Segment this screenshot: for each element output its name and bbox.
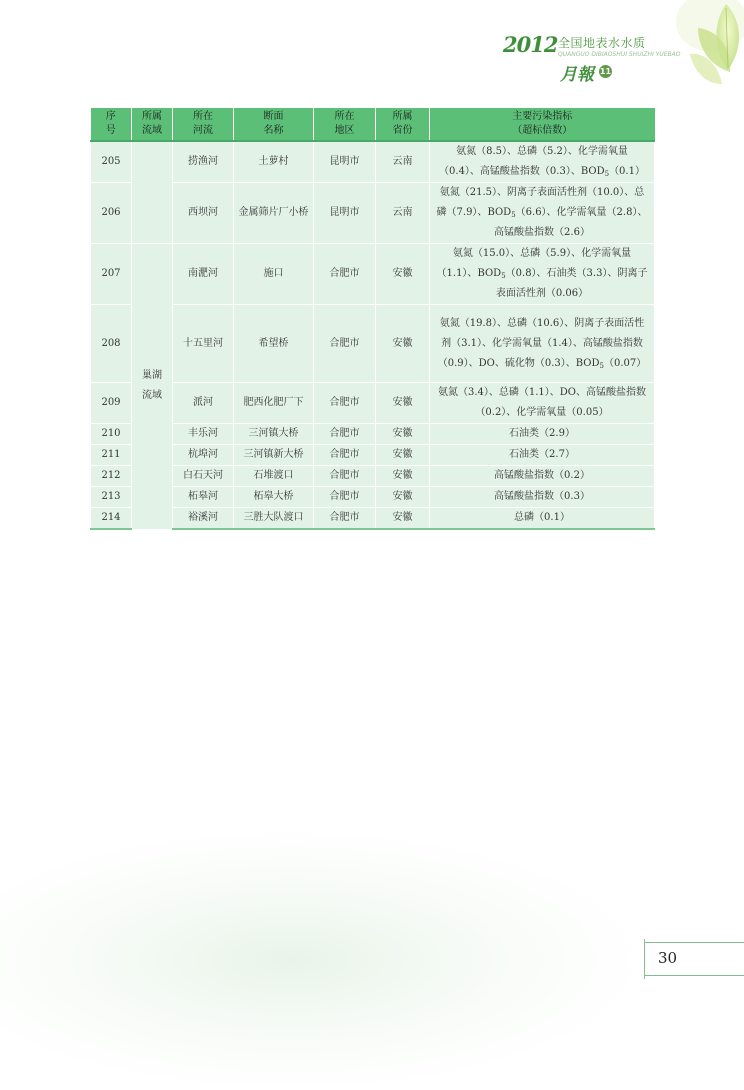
province-cell: 安徽 [376,508,430,530]
issue-number-badge: 11 [599,67,612,76]
city-cell: 合肥市 [314,445,376,466]
river-cell: 裕溪河 [173,508,234,530]
row-number: 211 [91,445,132,466]
province-cell: 安徽 [376,305,430,383]
river-cell: 捞渔河 [173,141,234,183]
river-cell: 丰乐河 [173,424,234,445]
province-cell: 安徽 [376,487,430,508]
row-number: 213 [91,487,132,508]
col-header-river: 所在 河流 [173,108,234,141]
province-cell: 安徽 [376,424,430,445]
row-number: 206 [91,183,132,244]
col-header-no: 序 号 [91,108,132,141]
table-row [91,141,655,183]
indicators-cell: 氨氮（21.5）、阴离子表面活性剂（10.0）、总磷（7.9）、$BOD_5(6.6)$、化学需氧量（2.8）、高锰酸盐指数（2.6） [430,183,655,244]
row-number: 210 [91,424,132,445]
indicators-cell: 石油类（2.7） [430,445,655,466]
section-cell: 三河镇大桥 [234,424,314,445]
indicators-cell: 氨氮（19.8）、总磷（10.6）、阴离子表面活性剂（3.1）、化学需氧量（1.4）、高锰酸盐指数（0.9）、DO、硫化物（0.3）、$BOD_5(0.07)$ [430,305,655,383]
city-cell: 昆明市 [314,183,376,244]
section-cell: 三河镇新大桥 [234,445,314,466]
province-cell: 安徽 [376,445,430,466]
section-cell: 施口 [234,244,314,305]
indicators-cell: 氨氮（15.0）、总磷（5.9）、化学需氧量（1.1）、$BOD_5(0.8)$、石油类（3.3）、阴离子表面活性剂（0.06） [430,244,655,305]
table-row [91,424,655,445]
table-row [91,508,655,530]
indicators-cell: 氨氮（8.5）、总磷（5.2）、化学需氧量（0.4）、高锰酸盐指数（0.3）、$BOD_5(0.1)$ [430,141,655,183]
row-number: 209 [91,383,132,424]
row-number: 214 [91,508,132,530]
section-cell: 希望桥 [234,305,314,383]
col-header-city: 所在 地区 [314,108,376,141]
section-cell: 金属筛片厂小桥 [234,183,314,244]
province-cell: 云南 [376,141,430,183]
city-cell: 合肥市 [314,466,376,487]
col-header-province: 所属 省份 [376,108,430,141]
page-number: 30 [658,949,678,967]
section-cell: 土萝村 [234,141,314,183]
city-cell: 合肥市 [314,244,376,305]
river-cell: 十五里河 [173,305,234,383]
city-cell: 昆明市 [314,141,376,183]
river-cell: 柘皋河 [173,487,234,508]
city-cell: 合肥市 [314,487,376,508]
province-cell: 安徽 [376,383,430,424]
city-cell: 合肥市 [314,305,376,383]
logo-title: 全国地表水水质 [558,36,646,50]
row-number: 205 [91,141,132,183]
indicators-cell: 高锰酸盐指数（0.3） [430,487,655,508]
river-cell: 派河 [173,383,234,424]
city-cell: 合肥市 [314,383,376,424]
section-cell: 三胜大队渡口 [234,508,314,530]
pollution-table [90,108,655,530]
table-row [91,383,655,424]
basin-cell: 巢湖 流域 [132,244,173,530]
table-row [91,466,655,487]
indicators-cell: 石油类（2.9） [430,424,655,445]
section-cell: 石堆渡口 [234,466,314,487]
river-cell: 西坝河 [173,183,234,244]
logo-report-label: 月報 [560,65,594,85]
table-row [91,305,655,383]
table-row [91,487,655,508]
indicators-cell: 总磷（0.1） [430,508,655,530]
row-number: 212 [91,466,132,487]
section-cell: 柘皋大桥 [234,487,314,508]
basin-cell-empty [132,141,173,244]
city-cell: 合肥市 [314,508,376,530]
table-row [91,445,655,466]
background-glow [0,830,640,1090]
row-number: 208 [91,305,132,383]
report-logo [503,30,693,90]
table-header-row [91,108,655,141]
province-cell: 云南 [376,183,430,244]
table-row [91,244,655,305]
col-header-section: 断面 名称 [234,108,314,141]
river-cell: 南淝河 [173,244,234,305]
page-number-box [644,942,744,976]
row-number: 207 [91,244,132,305]
city-cell: 合肥市 [314,424,376,445]
table-row [91,183,655,244]
logo-pinyin: QUANGUO DIBIAOSHUI SHUIZHI YUEBAO [558,51,681,58]
indicators-cell: 氨氮（3.4）、总磷（1.1）、DO、高锰酸盐指数（0.2）、化学需氧量（0.05） [430,383,655,424]
section-cell: 肥西化肥厂下 [234,383,314,424]
river-cell: 白石天河 [173,466,234,487]
indicators-cell: 高锰酸盐指数（0.2） [430,466,655,487]
province-cell: 安徽 [376,466,430,487]
col-header-indicators: 主要污染指标 （超标倍数） [430,108,655,141]
logo-year: 2012 [503,32,558,57]
river-cell: 杭埠河 [173,445,234,466]
col-header-basin: 所属 流域 [132,108,173,141]
province-cell: 安徽 [376,244,430,305]
